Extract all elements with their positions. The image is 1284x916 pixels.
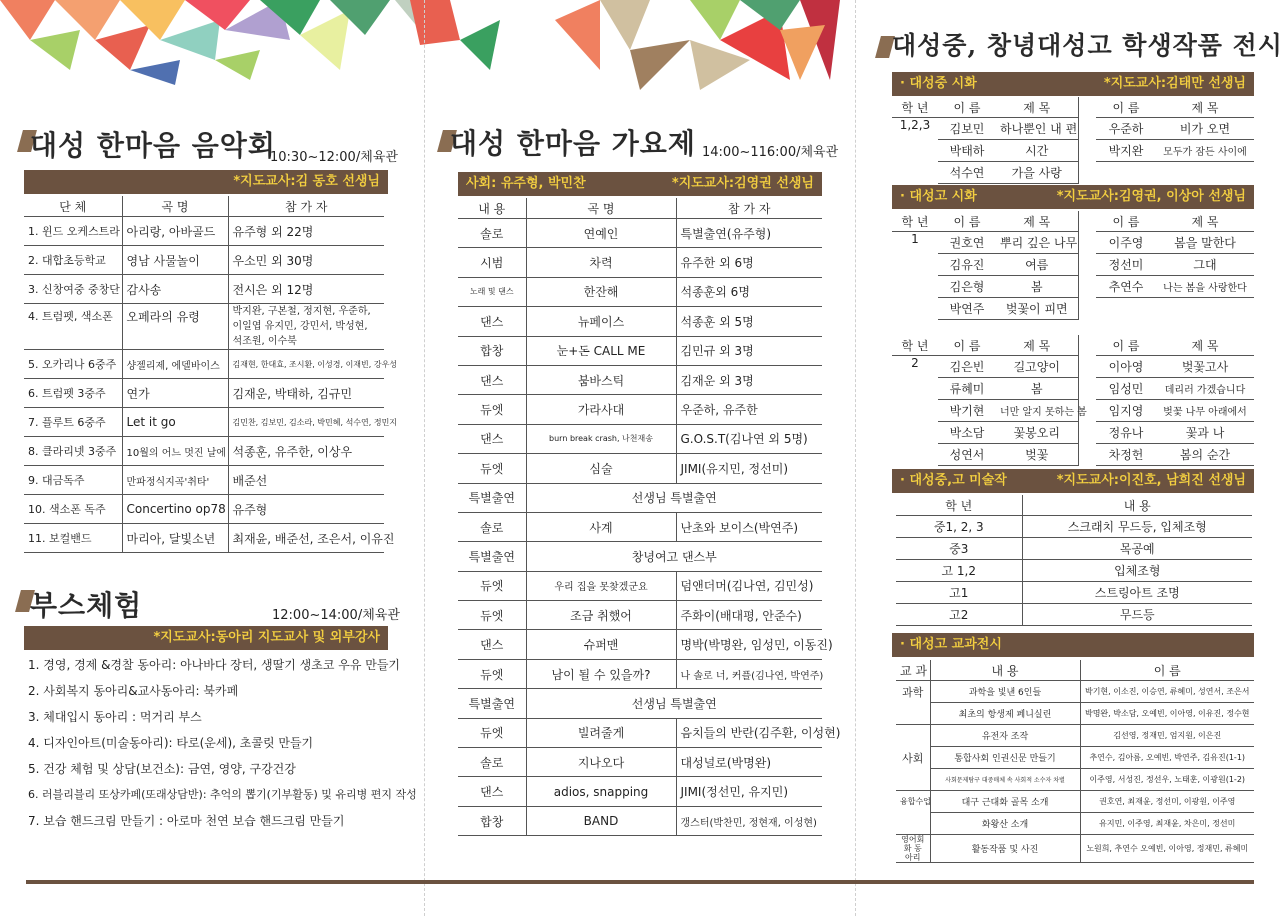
- poem-name: 박지완: [1096, 140, 1156, 162]
- art-grade: 고1: [896, 582, 1022, 604]
- poem-title: 꽃봉오리: [996, 422, 1078, 444]
- poem-hs-header: 이 름: [938, 335, 996, 356]
- poem-hs-header: 이 름: [1096, 211, 1156, 232]
- poem-title: 봄: [996, 378, 1078, 400]
- poem-hs-header: 제 목: [1156, 335, 1254, 356]
- festival-song: 붐바스틱: [526, 365, 676, 394]
- table-row: [896, 769, 1254, 791]
- festival-kind: 특별출연: [458, 689, 526, 718]
- festival-kind: 듀엣: [458, 718, 526, 747]
- concert-song: Let it go: [122, 408, 228, 437]
- poem-ms-table: [892, 97, 1254, 184]
- table-row: [896, 703, 1254, 725]
- festival-kind: 댄스: [458, 365, 526, 394]
- art-label: · 대성중,고 미술작: [900, 473, 1007, 488]
- festival-song: 빌려줄게: [526, 718, 676, 747]
- festival-kind: 솔로: [458, 219, 526, 248]
- poem-ms-header: 제 목: [1156, 97, 1254, 118]
- table-row: [896, 560, 1252, 582]
- poem-ms-teacher: *지도교사:김태만 선생님: [1103, 76, 1246, 91]
- subject-category: 융합수업: [896, 791, 930, 813]
- poem-hs-grade: 1: [911, 232, 919, 246]
- table-row: [892, 276, 1254, 298]
- concert-group: 1. 윈드 오케스트라: [24, 217, 122, 246]
- concert-people: 최재윤, 배준선, 조은서, 이유진: [228, 524, 384, 553]
- subject-category: [896, 703, 930, 725]
- festival-kind: 댄스: [458, 777, 526, 806]
- festival-people: 난초와 보이스(박연주): [676, 512, 822, 541]
- festival-people: G.O.S.T(김나연 외 5명): [676, 424, 822, 453]
- concert-song: 10월의 어느 멋진 날에: [122, 437, 228, 466]
- poem-name: 김유진: [938, 254, 996, 276]
- subject-content: 사회문제탐구 대중매체 속 사회적 소수자 차별: [930, 769, 1080, 791]
- poem-title: 봄을 말한다: [1156, 232, 1254, 254]
- concert-group: 8. 클라리넷 3중주: [24, 437, 122, 466]
- poem-name: 김보민: [938, 118, 996, 140]
- table-row: [458, 336, 822, 365]
- poem-ms-label: · 대성중 시화: [900, 76, 977, 91]
- table-row: [458, 542, 822, 571]
- table-row: [892, 254, 1254, 276]
- table-row: [458, 748, 822, 777]
- concert-group: 4. 트럼펫, 색소폰: [24, 304, 122, 350]
- table-row: [896, 681, 1254, 703]
- table-row: [458, 219, 822, 248]
- poem-name: 이주영: [1096, 232, 1156, 254]
- table-row: [458, 454, 822, 483]
- poem-name: 박태하: [938, 140, 996, 162]
- concert-people: 석종훈, 유주한, 이상우: [228, 437, 384, 466]
- poem-ms-bar: [892, 72, 1254, 96]
- festival-people: 김민규 외 3명: [676, 336, 822, 365]
- table-row: [24, 524, 384, 553]
- concert-table: [24, 196, 398, 553]
- concert-people: 우소민 외 30명: [228, 246, 384, 275]
- table-row: [24, 408, 384, 437]
- subject-header: 교 과: [896, 660, 930, 681]
- poem-title: 뿌리 깊은 나무: [996, 232, 1078, 254]
- festival-song: 지나오다: [526, 748, 676, 777]
- concert-group: 11. 보컬밴드: [24, 524, 122, 553]
- table-row: [24, 495, 384, 524]
- table-row: [892, 118, 1254, 140]
- subject-table: [896, 660, 1254, 863]
- poem-title: 벚꽃: [996, 444, 1078, 466]
- festival-people: 갱스터(박찬민, 정현재, 이성현): [676, 806, 822, 835]
- festival-song: 뉴페이스: [526, 307, 676, 336]
- subject-header: 이 름: [1080, 660, 1254, 681]
- festival-song: burn break crash, 나천재송: [526, 424, 676, 453]
- concert-people: 김민찬, 김보민, 김소라, 박민혜, 석수연, 정민지: [228, 408, 384, 437]
- booth-time: 12:00~14:00/체육관: [272, 608, 400, 623]
- festival-kind: 특별출연: [458, 483, 526, 512]
- subject-content: 화왕산 소개: [930, 813, 1080, 835]
- poem-hs-table-2: [892, 335, 1254, 466]
- poem-name: 김은빈: [938, 356, 996, 378]
- festival-people: 주화이(배대평, 안준수): [676, 601, 822, 630]
- table-row: [458, 659, 822, 688]
- table-row: [24, 304, 384, 350]
- concert-people: 박지완, 구본철, 정지현, 우준하, 이일엽 유지민, 강민서, 박성현, 석조원, 이수북: [228, 304, 384, 350]
- festival-mc: 사회: 유주형, 박민찬: [466, 176, 586, 191]
- table-row: [24, 217, 384, 246]
- art-bar: [892, 469, 1254, 493]
- festival-kind: 듀엣: [458, 571, 526, 600]
- table-row: [896, 835, 1254, 863]
- subject-content: 대구 근대화 골목 소개: [930, 791, 1080, 813]
- festival-people: 나 솔로 너, 커플(김나연, 박연주): [676, 659, 822, 688]
- festival-kind: 합창: [458, 336, 526, 365]
- booth-teacher: *지도교사:동아리 지도교사 및 외부강사: [153, 630, 380, 645]
- subject-names: 추연수, 김아름, 오예빈, 박연주, 김유진(1-1): [1080, 747, 1254, 769]
- poem-title: 하나뿐인 내 편: [996, 118, 1078, 140]
- concert-song: 만파정식지곡'취타': [122, 466, 228, 495]
- concert-group: 6. 트럼펫 3중주: [24, 379, 122, 408]
- poem-hs-header: 이 름: [938, 211, 996, 232]
- poem-name: 권호연: [938, 232, 996, 254]
- list-item: 7. 보습 핸드크림 만들기 : 아로마 천연 보습 핸드크림 만들기: [28, 814, 345, 828]
- table-row: [896, 791, 1254, 813]
- booth-teacher-bar: [24, 626, 388, 650]
- art-teacher: *지도교사:이진호, 남희진 선생님: [1056, 473, 1246, 488]
- poem-title: 시간: [996, 140, 1078, 162]
- subject-content: 최초의 항생제 페니실린: [930, 703, 1080, 725]
- festival-people: 석종훈 외 5명: [676, 307, 822, 336]
- concert-group: 10. 색소폰 독주: [24, 495, 122, 524]
- poem-name: 추연수: [1096, 276, 1156, 298]
- festival-people: 우준하, 유주한: [676, 395, 822, 424]
- poem-name: 김은형: [938, 276, 996, 298]
- concert-song: 샹젤리제, 에델바이스: [122, 350, 228, 379]
- table-row: [24, 350, 384, 379]
- festival-time: 14:00~116:00/체육관: [702, 145, 839, 160]
- festival-song: 심술: [526, 454, 676, 483]
- poem-title: 비가 오면: [1156, 118, 1254, 140]
- poem-hs-table-1: [892, 211, 1254, 320]
- table-row: [24, 379, 384, 408]
- art-header: 내 용: [1022, 495, 1252, 516]
- festival-kind: 시범: [458, 248, 526, 277]
- festival-teacher: *지도교사:김영권 선생님: [671, 176, 814, 191]
- table-row: [892, 298, 1254, 320]
- festival-header-people: 참 가 자: [676, 198, 822, 219]
- concert-group: 2. 대합초등학교: [24, 246, 122, 275]
- festival-song: 눈+돈 CALL ME: [526, 336, 676, 365]
- poem-title: 너만 알지 못하는 봄: [996, 400, 1078, 422]
- table-row: [458, 718, 822, 747]
- art-content: 목공예: [1022, 538, 1252, 560]
- table-row: [896, 538, 1252, 560]
- table-row: [458, 571, 822, 600]
- subject-category: [896, 813, 930, 835]
- poem-title: 모두가 잠든 사이에: [1156, 140, 1254, 162]
- festival-special: 창녕여고 댄스부: [526, 542, 822, 571]
- festival-people: 대성널로(박명완): [676, 748, 822, 777]
- festival-people: 덤앤더머(김나연, 김민성): [676, 571, 822, 600]
- festival-kind: 댄스: [458, 424, 526, 453]
- art-grade: 고 1,2: [896, 560, 1022, 582]
- festival-song: BAND: [526, 806, 676, 835]
- festival-kind: 듀엣: [458, 601, 526, 630]
- poem-ms-grade: 1,2,3: [899, 118, 931, 132]
- festival-people: 석종훈외 6명: [676, 277, 822, 306]
- concert-header-people: 참 가 자: [228, 196, 384, 217]
- table-row: [458, 307, 822, 336]
- poem-title: 벚꽃고사: [1156, 356, 1254, 378]
- festival-song: 사계: [526, 512, 676, 541]
- table-row: [892, 356, 1254, 378]
- table-row: [896, 516, 1252, 538]
- subject-names: 유지민, 이주영, 최재윤, 차은미, 정선미: [1080, 813, 1254, 835]
- festival-table: [458, 198, 841, 836]
- poem-hs-grade: 2: [911, 356, 919, 370]
- subject-names: 박명완, 박소담, 오예빈, 이아영, 이유진, 정수현: [1080, 703, 1254, 725]
- concert-group: 7. 플루트 6중주: [24, 408, 122, 437]
- table-row: [892, 162, 1254, 184]
- poem-name: 이아영: [1096, 356, 1156, 378]
- concert-teacher-bar: [24, 170, 388, 194]
- subject-bar: [892, 633, 1254, 657]
- subject-category: 영어회화 동아리: [896, 835, 930, 863]
- list-item: 3. 체대입시 동아리 : 먹거리 부스: [28, 710, 202, 724]
- festival-header-song: 곡 명: [526, 198, 676, 219]
- table-row: [458, 395, 822, 424]
- poem-hs-header: 제 목: [996, 211, 1078, 232]
- festival-kind: 댄스: [458, 307, 526, 336]
- concert-people: 전시은 외 12명: [228, 275, 384, 304]
- table-row: [458, 806, 822, 835]
- table-row: [896, 582, 1252, 604]
- festival-kind: 듀엣: [458, 454, 526, 483]
- festival-song: 조금 취했어: [526, 601, 676, 630]
- art-content: 입체조형: [1022, 560, 1252, 582]
- concert-header-song: 곡 명: [122, 196, 228, 217]
- concert-song: 영남 사물놀이: [122, 246, 228, 275]
- poem-hs-bar: [892, 185, 1254, 209]
- poem-name: 류혜미: [938, 378, 996, 400]
- table-row: [458, 512, 822, 541]
- poem-hs-teacher: *지도교사:김영권, 이상아 선생님: [1056, 189, 1246, 204]
- concert-time: 10:30~12:00/체육관: [270, 150, 398, 165]
- booth-title: 부스체험: [30, 589, 143, 622]
- concert-song: 감사송: [122, 275, 228, 304]
- festival-song: 우리 집을 못찾겠군요: [526, 571, 676, 600]
- table-row: [458, 248, 822, 277]
- table-row: [892, 378, 1254, 400]
- festival-kind: 특별출연: [458, 542, 526, 571]
- concert-people: 배준선: [228, 466, 384, 495]
- subject-category: [896, 725, 930, 747]
- subject-header: 내 용: [930, 660, 1080, 681]
- subject-category: 사회: [896, 747, 930, 769]
- concert-group: 3. 신창여중 중창단: [24, 275, 122, 304]
- concert-group: 9. 대금독주: [24, 466, 122, 495]
- festival-song: 연예인: [526, 219, 676, 248]
- bottom-rule: [26, 880, 1254, 884]
- table-row: [24, 466, 384, 495]
- poem-name: 임지영: [1096, 400, 1156, 422]
- subject-content: 통합사회 인권신문 만들기: [930, 747, 1080, 769]
- poem-name: 석수연: [938, 162, 996, 184]
- art-grade: 고2: [896, 604, 1022, 626]
- festival-kind: 듀엣: [458, 659, 526, 688]
- poem-title: 여름: [996, 254, 1078, 276]
- festival-song: 남이 될 수 있을까?: [526, 659, 676, 688]
- table-row: [892, 140, 1254, 162]
- poem-title: 벚꽃이 피면: [996, 298, 1078, 320]
- table-row: [896, 747, 1254, 769]
- festival-kind: 솔로: [458, 748, 526, 777]
- art-header: 학 년: [896, 495, 1022, 516]
- festival-kind: 솔로: [458, 512, 526, 541]
- concert-song: 연가: [122, 379, 228, 408]
- poem-name: 박소담: [938, 422, 996, 444]
- festival-kind: 듀엣: [458, 395, 526, 424]
- exhibition-title: 대성중, 창녕대성고 학생작품 전시: [892, 31, 1283, 60]
- festival-song: 차력: [526, 248, 676, 277]
- subject-names: 박기현, 이소진, 이승연, 류혜미, 성연서, 조은서: [1080, 681, 1254, 703]
- festival-people: JIMI(유지민, 정선미): [676, 454, 822, 483]
- table-row: [896, 604, 1252, 626]
- poem-name: 박기현: [938, 400, 996, 422]
- poem-title: 봄의 순간: [1156, 444, 1254, 466]
- festival-people: 김재운 외 3명: [676, 365, 822, 394]
- poem-title: 가을 사랑: [996, 162, 1078, 184]
- concert-people: 김재운, 박태하, 김규민: [228, 379, 384, 408]
- table-row: [896, 725, 1254, 747]
- concert-people: 유주형 외 22명: [228, 217, 384, 246]
- subject-content: 유전자 조작: [930, 725, 1080, 747]
- table-row: [24, 246, 384, 275]
- poem-hs-header: 학 년: [892, 211, 938, 232]
- festival-special: 선생님 특별출연: [526, 483, 822, 512]
- poem-ms-header: 이 름: [1096, 97, 1156, 118]
- table-row: [458, 365, 822, 394]
- table-row: [458, 777, 822, 806]
- subject-names: 권호연, 최재윤, 정선미, 이광원, 이주영: [1080, 791, 1254, 813]
- table-row: [24, 437, 384, 466]
- festival-people: 음치들의 반란(김주환, 이성현): [676, 718, 822, 747]
- table-row: [892, 444, 1254, 466]
- festival-song: 슈퍼맨: [526, 630, 676, 659]
- list-item: 1. 경영, 경제 &경찰 동아리: 아나바다 장터, 생딸기 생초코 우유 만들기: [28, 658, 401, 672]
- concert-song: Concertino op78: [122, 495, 228, 524]
- art-table: [896, 495, 1252, 626]
- poem-title: 그대: [1156, 254, 1254, 276]
- festival-song: 한잔해: [526, 277, 676, 306]
- poem-hs-header: 이 름: [1096, 335, 1156, 356]
- poem-hs-header: 제 목: [1156, 211, 1254, 232]
- festival-people: JIMI(정선민, 유지민): [676, 777, 822, 806]
- festival-header-kind: 내 용: [458, 198, 526, 219]
- poem-title: 길고양이: [996, 356, 1078, 378]
- table-row: [896, 813, 1254, 835]
- art-content: 무드등: [1022, 604, 1252, 626]
- poem-ms-header: 이 름: [938, 97, 996, 118]
- subject-category: [896, 769, 930, 791]
- subject-names: 노원희, 추연수 오예빈, 이아영, 정재민, 류혜미: [1080, 835, 1254, 863]
- table-row: [458, 277, 822, 306]
- subject-content: 과학을 빛낸 6인들: [930, 681, 1080, 703]
- festival-kind: 합창: [458, 806, 526, 835]
- subject-category: 과학: [896, 681, 930, 703]
- concert-teacher: *지도교사:김 동호 선생님: [233, 174, 380, 189]
- poem-name: 정선미: [1096, 254, 1156, 276]
- poem-title: 벚꽃 나무 아래에서: [1156, 400, 1254, 422]
- concert-song: 아리랑, 아바골드: [122, 217, 228, 246]
- poem-name: 성연서: [938, 444, 996, 466]
- festival-special: 선생님 특별출연: [526, 689, 822, 718]
- art-grade: 중1, 2, 3: [896, 516, 1022, 538]
- concert-song: 오페라의 유령: [122, 304, 228, 350]
- poem-title: 나는 봄을 사랑한다: [1156, 276, 1254, 298]
- concert-people: 유주형: [228, 495, 384, 524]
- festival-title: 대성 한마음 가요제: [450, 127, 696, 160]
- table-row: [892, 422, 1254, 444]
- list-item: 4. 디자인아트(미술동아리): 타로(운세), 초콜릿 만들기: [28, 736, 314, 750]
- concert-people: 김재현, 한대효, 조시환, 이성경, 이재빈, 강우성: [228, 350, 384, 379]
- festival-teacher-bar: [458, 172, 822, 196]
- poem-hs-header: 제 목: [996, 335, 1078, 356]
- table-row: [458, 630, 822, 659]
- table-row: [458, 424, 822, 453]
- concert-title: 대성 한마음 음악회: [30, 129, 276, 162]
- poem-hs-label: · 대성고 시화: [900, 189, 977, 204]
- festival-people: 특별출연(유주형): [676, 219, 822, 248]
- subject-names: 이주영, 서성진, 정선우, 노태훈, 이광원(1-2): [1080, 769, 1254, 791]
- festival-people: 유주한 외 6명: [676, 248, 822, 277]
- art-grade: 중3: [896, 538, 1022, 560]
- subject-content: 활동작품 및 사진: [930, 835, 1080, 863]
- list-item: 5. 건강 체험 및 상담(보건소): 금연, 영양, 구강건강: [28, 762, 296, 776]
- list-item: 6. 러블리블리 또상카페(또래상담반): 추억의 뽑기(기부활동) 및 유리병 편지 작성: [28, 788, 417, 801]
- table-row: [24, 275, 384, 304]
- poem-title: 꽃과 나: [1156, 422, 1254, 444]
- table-row: [458, 689, 822, 718]
- concert-header-group: 단 체: [24, 196, 122, 217]
- festival-kind: 노래 및 댄스: [458, 277, 526, 306]
- table-row: [892, 232, 1254, 254]
- festival-kind: 댄스: [458, 630, 526, 659]
- poem-name: 차정헌: [1096, 444, 1156, 466]
- festival-song: 가라사대: [526, 395, 676, 424]
- poem-name: 임성민: [1096, 378, 1156, 400]
- list-item: 2. 사회복지 동아리&교사동아리: 북카페: [28, 684, 239, 698]
- poem-title: 봄: [996, 276, 1078, 298]
- festival-people: 명박(박명완, 임성민, 이동진): [676, 630, 822, 659]
- festival-song: adios, snapping: [526, 777, 676, 806]
- table-row: [892, 400, 1254, 422]
- art-content: 스트링아트 조명: [1022, 582, 1252, 604]
- subject-label: · 대성고 교과전시: [900, 637, 1002, 652]
- poem-ms-header: 학 년: [892, 97, 938, 118]
- poem-ms-header: 제 목: [996, 97, 1078, 118]
- poem-name: 박연주: [938, 298, 996, 320]
- poem-title: 데리러 가겠습니다: [1156, 378, 1254, 400]
- table-row: [458, 483, 822, 512]
- art-content: 스크래치 무드등, 입체조형: [1022, 516, 1252, 538]
- table-row: [458, 601, 822, 630]
- poem-hs-header: 학 년: [892, 335, 938, 356]
- concert-group: 5. 오카리나 6중주: [24, 350, 122, 379]
- concert-song: 마리아, 달빛소년: [122, 524, 228, 553]
- poem-name: 정유나: [1096, 422, 1156, 444]
- poem-name: 우준하: [1096, 118, 1156, 140]
- subject-names: 김선영, 정재민, 엄지원, 이은진: [1080, 725, 1254, 747]
